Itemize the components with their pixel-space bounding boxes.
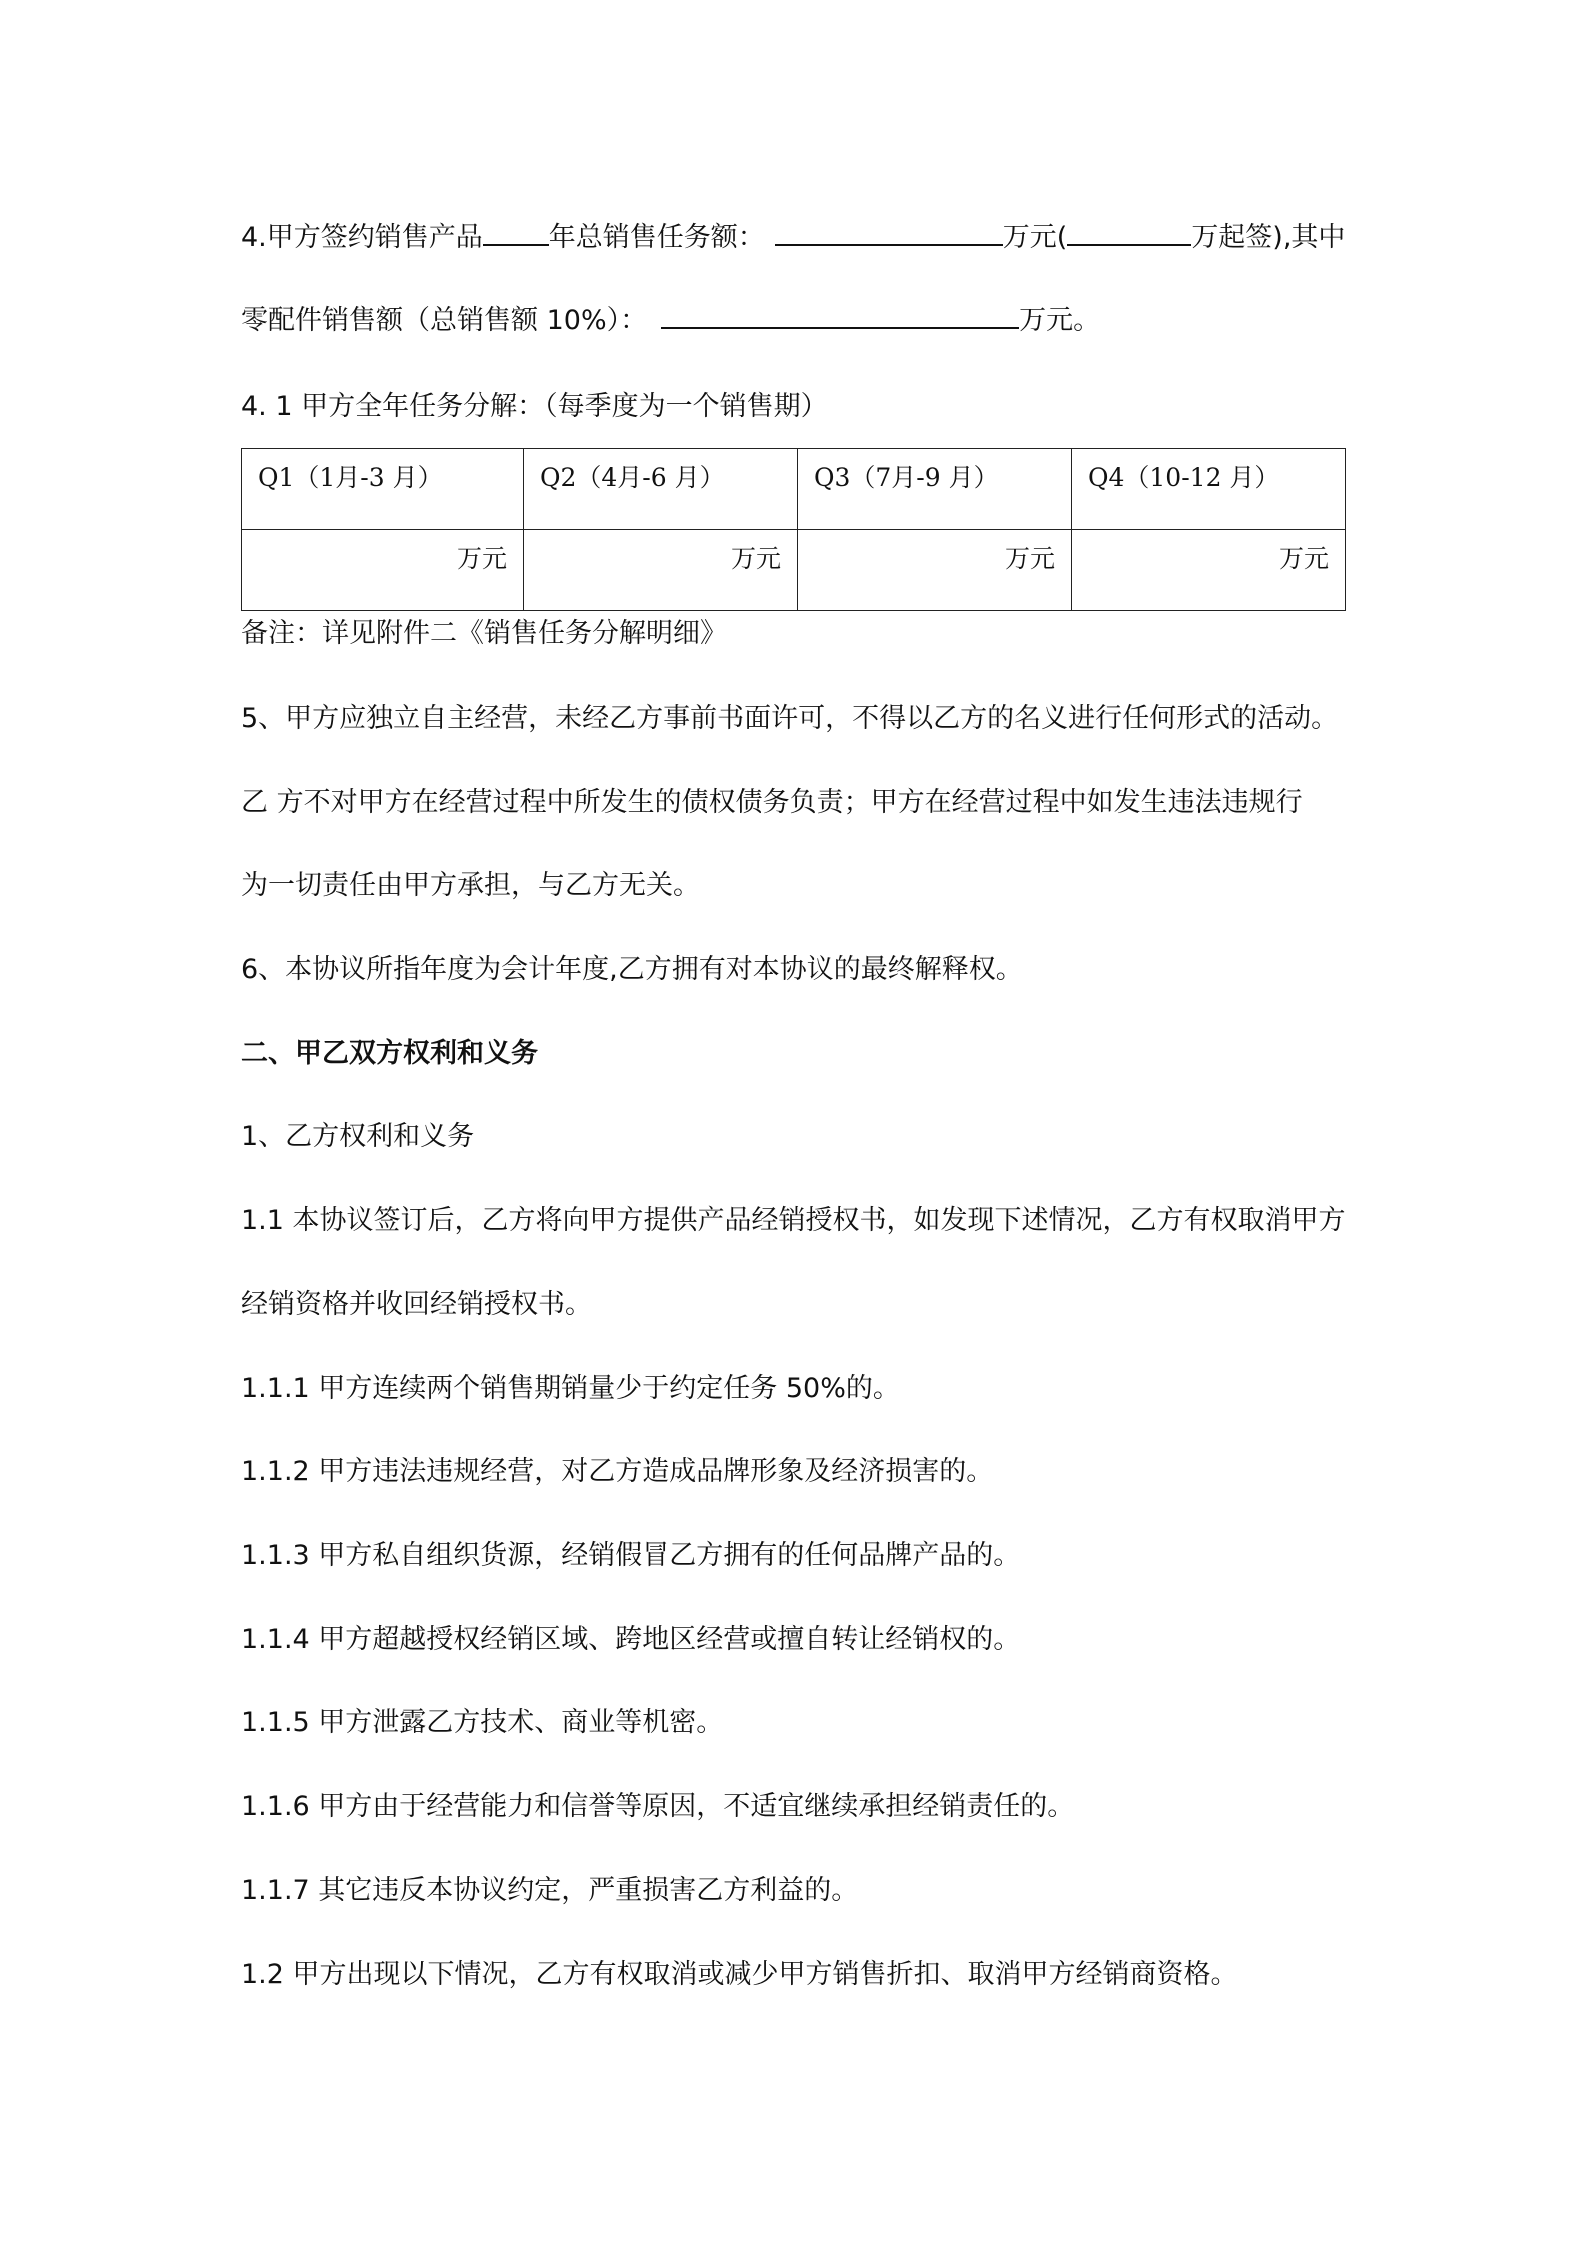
clause5-line3: 为一切责任由甲方承担，与乙方无关。 xyxy=(241,870,700,901)
quarter-q4-header: Q4（10-12 月） xyxy=(1072,449,1346,530)
quarter-q1-value[interactable]: 万元 xyxy=(242,530,524,611)
clause5-line1: 5、甲方应独立自主经营，未经乙方事前书面许可，不得以乙方的名义进行任何形式的活动。 xyxy=(241,703,1339,734)
clause4-line2 xyxy=(241,297,1100,341)
parts-sales-blank[interactable] xyxy=(661,297,1019,329)
list-item: 1.1.2 甲方违法违规经营，对乙方造成品牌形象及经济损害的。 xyxy=(241,1456,994,1487)
clause6: 6、本协议所指年度为会计年度,乙方拥有对本协议的最终解释权。 xyxy=(241,954,1023,985)
clause4-text-a: 4.甲方签约销售产品 xyxy=(241,222,483,253)
list-item: 1.1.3 甲方私自组织货源，经销假冒乙方拥有的任何品牌产品的。 xyxy=(241,1540,1021,1571)
clause4-text-d: 万起签),其中 xyxy=(1191,222,1346,253)
clause4-line1 xyxy=(241,214,1345,258)
table-value-row xyxy=(242,530,1346,611)
section2-title: 二、甲乙双方权利和义务 xyxy=(241,1038,538,1069)
list-item: 1.1.7 其它违反本协议约定，严重损害乙方利益的。 xyxy=(241,1875,859,1906)
quarter-q2-value[interactable]: 万元 xyxy=(524,530,798,611)
table-note: 备注：详见附件二《销售任务分解明细》 xyxy=(241,618,727,649)
quarter-q1-header: Q1（1月-3 月） xyxy=(242,449,524,530)
total-sales-blank[interactable] xyxy=(775,214,1003,246)
quarterly-task-table xyxy=(241,448,1346,611)
list-item: 1.1.4 甲方超越授权经销区域、跨地区经营或擅自转让经销权的。 xyxy=(241,1624,1021,1655)
product-year-blank[interactable] xyxy=(483,214,549,246)
quarter-q3-value[interactable]: 万元 xyxy=(798,530,1072,611)
item-1-1-line1: 1.1 本协议签订后，乙方将向甲方提供产品经销授权书，如发现下述情况，乙方有权取消甲方 xyxy=(241,1205,1346,1236)
table-header-row xyxy=(242,449,1346,530)
clause41-heading: 4. 1 甲方全年任务分解：（每季度为一个销售期） xyxy=(241,391,828,422)
section2-sub1: 1、乙方权利和义务 xyxy=(241,1121,475,1152)
list-item: 1.1.1 甲方连续两个销售期销量少于约定任务 50%的。 xyxy=(241,1373,900,1404)
parts-sales-unit: 万元。 xyxy=(1019,305,1101,336)
parts-sales-label: 零配件销售额（总销售额 10%）： xyxy=(241,305,648,336)
minimum-sign-blank[interactable] xyxy=(1067,214,1191,246)
list-item: 1.1.5 甲方泄露乙方技术、商业等机密。 xyxy=(241,1707,724,1738)
quarter-q2-header: Q2（4月-6 月） xyxy=(524,449,798,530)
item-1-1-line2: 经销资格并收回经销授权书。 xyxy=(241,1289,592,1320)
clause4-text-b: 年总销售任务额： xyxy=(548,222,765,253)
clause5-line2: 乙 方不对甲方在经营过程中所发生的债权债务负责；甲方在经营过程中如发生违法违规行 xyxy=(241,787,1303,818)
item-1-2: 1.2 甲方出现以下情况，乙方有权取消或减少甲方销售折扣、取消甲方经销商资格。 xyxy=(241,1959,1238,1990)
list-item: 1.1.6 甲方由于经营能力和信誉等原因，不适宜继续承担经销责任的。 xyxy=(241,1791,1075,1822)
clause4-text-c: 万元( xyxy=(1002,222,1068,253)
quarter-q4-value[interactable]: 万元 xyxy=(1072,530,1346,611)
quarter-q3-header: Q3（7月-9 月） xyxy=(798,449,1072,530)
